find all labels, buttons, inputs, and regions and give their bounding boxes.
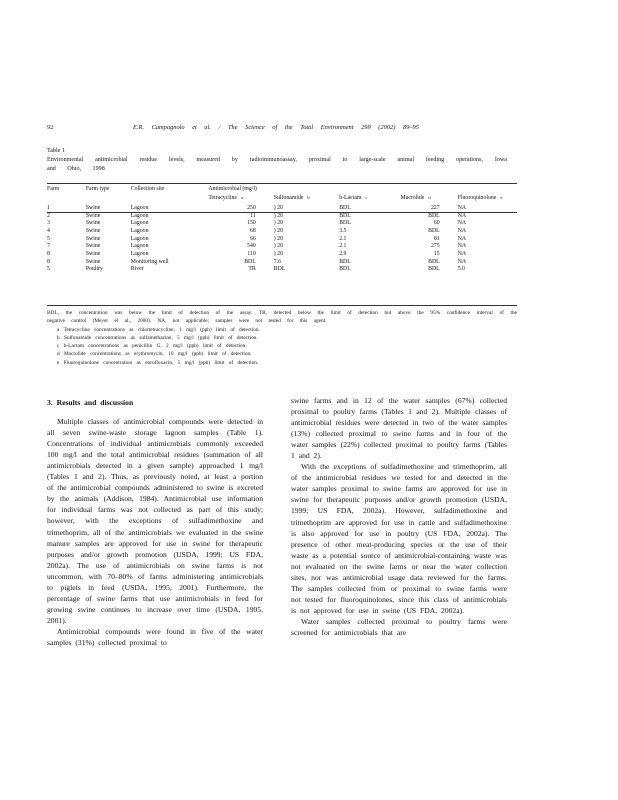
table-cell-farm: 8 bbox=[47, 250, 50, 257]
table-cell-beta-lactam: BDL bbox=[339, 258, 351, 265]
table-cell-beta-lactam: BDL bbox=[339, 204, 351, 211]
table-cell-sulfonamide: ) 20 bbox=[273, 227, 283, 234]
footnote-main: BDL, the concentration was below the limit of detection of the assay. TR, detected below the limit of detection but above the 95% confidence interval of the negative control (Meyer et al., 2000). NA, not applicable; samples were not tested for this agent. bbox=[47, 310, 517, 325]
table-cell-macrolide: BDL bbox=[428, 258, 440, 265]
table-cell-beta-lactam: BDL bbox=[339, 220, 351, 227]
table-caption bbox=[47, 147, 507, 174]
table-body bbox=[47, 204, 517, 273]
table-cell-tetracycline: 68 bbox=[250, 227, 256, 234]
table-cell-sulfonamide: ) 20 bbox=[273, 204, 283, 211]
table-cell-sulfonamide: ) 20 bbox=[273, 243, 283, 250]
table-cell-sulfonamide: ) 20 bbox=[273, 250, 283, 257]
page-number: 92 bbox=[47, 124, 54, 131]
table-cell-site: Lagoon bbox=[130, 243, 149, 250]
footnote-c: c b-Lactam concentrations as penicillin G, 2 mg/l (ppb) limit of detection. bbox=[57, 343, 247, 350]
footnote-a: a Tetracycline concentrations as chlortetracycline, 1 mg/l (ppb) limit of detection. bbox=[57, 326, 260, 333]
body-column-left bbox=[47, 397, 263, 648]
table-cell-farm: 5 bbox=[47, 235, 50, 242]
table-cell-farm: 5 bbox=[47, 266, 50, 273]
paragraph: With the exceptions of sulfadimethoxine and trimethoprim, all of the antimicrobial residues we tested for and detected in the water samples proximal to swine farms are approved for use in swine for therapeutic purposes and/or growth promotion (USDA, 1999; US FDA, 2002a). However, sulfadimethoxine and trimethoprim are approved for use in cattle and sulfadimethoxine is also approved for use in poultry (US FDA, 2002a). The presence of other meat-producing species or the use of their waste as a potential source of antimicrobial-containing waste was not evaluated on the swine farms or near the water collection sites, nor was antimicrobial usage data reviewed for the farms. The samples collected from or proximal to swine farms were not tested for fluoroquinolones, since this class of antimicrobials is not approved for use in swine (US FDA, 2002a). bbox=[291, 462, 507, 615]
table-cell-macrolide: 15 bbox=[433, 250, 440, 257]
table-cell-site: Lagoon bbox=[130, 212, 149, 219]
results-table bbox=[47, 186, 517, 273]
table-cell-macrolide: 60 bbox=[433, 220, 440, 227]
table-row bbox=[47, 235, 517, 243]
table-cell-fluoroquinolone: NA bbox=[457, 243, 467, 250]
header-fluoroquinolone: Fluoroquinolone $^e$ bbox=[457, 195, 503, 201]
table-cell-sulfonamide: BDL bbox=[273, 266, 286, 273]
table-cell-fluoroquinolone: NA bbox=[457, 212, 467, 219]
table-cell-fluoroquinolone: NA bbox=[457, 258, 467, 265]
table-label: Table 1 bbox=[47, 148, 66, 154]
table-row bbox=[47, 258, 517, 266]
paragraph: Antimicrobial compounds were found in five of the water samples (31%) collected proximal to bbox=[47, 626, 263, 647]
table-cell-type: Swine bbox=[85, 227, 101, 234]
table-cell-farm: 1 bbox=[47, 204, 50, 211]
paragraph: Multiple classes of antimicrobial compounds were detected in all seven swine-waste storage lagoon samples (Table 1). Concentrations of individual antimicrobials commonly exceeded 100 mg/l and the total antimicrobial residues (summation of all antimicrobials detected in a given sample) approached 1 mg/l (Tables 1 and 2). Thus, as previously noted, at least a portion of the antimicrobial compounds administered to swine is excreted by the animals (Addison, 1984). Antimicrobial use information for individual farms was not collected as part of this study; however, with the exceptions of sulfadimethoxine and trimethoprim, all of the antimicrobials we evaluated in the swine manure samples are approved for use in swine for therapeutic purposes and/or growth promotion (USDA, 1999; US FDA, 2002a). The use of antimicrobials on swine farms is not uncommon, with 70–80% of farms administering antimicrobials to piglets in feed (USDA, 1995, 2001). Furthermore, the percentage of swine farms that use antimicrobials in feed for growing swine continues to increase over time (USDA, 1995, 2001). bbox=[47, 417, 263, 625]
header-farm-type: Farm type bbox=[85, 186, 110, 192]
table-cell-type: Swine bbox=[85, 243, 101, 250]
table-cell-site: Lagoon bbox=[130, 235, 149, 242]
table-cell-site: Lagoon bbox=[130, 250, 149, 257]
table-cell-farm: 3 bbox=[47, 220, 50, 227]
table-cell-sulfonamide: 7.6 bbox=[273, 258, 282, 265]
table-row bbox=[47, 227, 517, 235]
table-cell-macrolide: 275 bbox=[430, 243, 440, 250]
table-cell-type: Swine bbox=[85, 250, 101, 257]
table-cell-site: Lagoon bbox=[130, 220, 149, 227]
table-cell-farm: 7 bbox=[47, 243, 50, 250]
table-cell-site: River bbox=[130, 266, 144, 273]
table-cell-tetracycline: 11 bbox=[250, 212, 256, 219]
table-cell-beta-lactam: 2.1 bbox=[339, 235, 347, 242]
table-top-rule bbox=[47, 183, 517, 184]
running-citation: E.R. Campagnolo et al. / The Science of the Total Environment 299 (2002) 89–95 bbox=[133, 124, 419, 131]
header-sulfonamide: Sulfonamide $^b$ bbox=[273, 195, 310, 201]
table-cell-fluoroquinolone: NA bbox=[457, 220, 467, 227]
table-row bbox=[47, 242, 517, 250]
table-cell-sulfonamide: ) 20 bbox=[273, 220, 283, 227]
header-beta-lactam: b-Lactam $^c$ bbox=[339, 195, 368, 201]
table-cell-macrolide: BDL bbox=[428, 227, 440, 234]
section-heading: 3. Results and discussion bbox=[47, 398, 134, 407]
table-row bbox=[47, 204, 517, 212]
table-cell-fluoroquinolone: NA bbox=[457, 235, 467, 242]
table-cell-tetracycline: BDL bbox=[244, 258, 256, 265]
table-cell-tetracycline: 66 bbox=[250, 235, 256, 242]
table-cell-macrolide: 81 bbox=[433, 235, 440, 242]
table-cell-beta-lactam: BDL bbox=[339, 266, 351, 273]
footnote-d: d Macrolide concentrations as erythromycin, 10 mg/l (ppb) limit of detection. bbox=[57, 351, 252, 358]
table-cell-tetracycline: TR bbox=[248, 266, 256, 273]
table-row bbox=[47, 219, 517, 227]
table-cell-farm: 2 bbox=[47, 212, 50, 219]
table-cell-site: Monitoring well bbox=[130, 258, 169, 265]
table-cell-fluoroquinolone: NA bbox=[457, 204, 467, 211]
table-cell-sulfonamide: ) 20 bbox=[273, 235, 283, 242]
table-cell-macrolide: BDL bbox=[428, 266, 440, 273]
body-column-right bbox=[291, 395, 507, 638]
table-cell-site: Lagoon bbox=[130, 227, 149, 234]
table-cell-sulfonamide: ) 20 bbox=[273, 212, 283, 219]
table-cell-type: Swine bbox=[85, 220, 101, 227]
table-row bbox=[47, 250, 517, 258]
header-antimicrobial: Antimicrobial (mg/l) bbox=[208, 186, 257, 192]
table-cell-type: Swine bbox=[85, 212, 101, 219]
footnote-e: e Fluoroquinolone concentration as enrofloxacin, 5 mg/l (ppb) limit of detection. bbox=[57, 359, 259, 366]
table-bottom-rule bbox=[47, 305, 517, 306]
table-cell-type: Swine bbox=[85, 204, 101, 211]
table-footnotes bbox=[47, 309, 517, 367]
table-cell-beta-lactam: 2.1 bbox=[339, 243, 347, 250]
table-cell-tetracycline: 540 bbox=[247, 243, 256, 250]
header-macrolide: Macrolide $^d$ bbox=[400, 195, 431, 201]
table-cell-beta-lactam: BDL bbox=[339, 212, 351, 219]
table-cell-farm: 8 bbox=[47, 258, 50, 265]
header-farm: Farm bbox=[47, 186, 60, 192]
table-cell-type: Swine bbox=[85, 258, 101, 265]
table-cell-type: Poultry bbox=[85, 266, 103, 273]
header-tetracycline: Tetracycline $^a$ bbox=[208, 195, 243, 201]
footnote-b: b Sulfonamide concentrations as sulfamethazine, 5 mg/l (ppb) limit of detection. bbox=[57, 334, 258, 341]
table-cell-beta-lactam: 3.5 bbox=[339, 227, 347, 234]
header-collection-site: Collection site bbox=[130, 186, 165, 192]
table-cell-fluoroquinolone: NA bbox=[457, 227, 467, 234]
table-header-row bbox=[47, 186, 517, 195]
table-header-rule bbox=[47, 212, 517, 213]
table-cell-fluoroquinolone: 5.0 bbox=[457, 266, 465, 273]
table-title: Environmental antimicrobial residue levels, measured by radioimmunoassay, proximal to large-scale animal feeding operations, Iowa and Ohio, 1998 bbox=[47, 157, 507, 172]
paragraph: Water samples collected proximal to poultry farms were screened for antimicrobials that are bbox=[291, 616, 507, 637]
table-cell-type: Swine bbox=[85, 235, 101, 242]
table-cell-fluoroquinolone: NA bbox=[457, 250, 467, 257]
paragraph: swine farms and in 12 of the water samples (67%) collected proximal to poultry farms (Tables 1 and 2). Multiple classes of antimicrobial residues were detected in two of the water samples (13%) collected proximal to swine farms and in four of the water samples (22%) collected proximal to poultry farms (Tables 1 and 2). bbox=[291, 396, 507, 461]
table-cell-tetracycline: 250 bbox=[247, 204, 256, 211]
table-row bbox=[47, 266, 517, 274]
table-cell-beta-lactam: 2.9 bbox=[339, 250, 347, 257]
table-cell-farm: 4 bbox=[47, 227, 50, 234]
table-cell-site: Lagoon bbox=[130, 204, 149, 211]
table-cell-macrolide: 227 bbox=[430, 204, 440, 211]
table-cell-macrolide: BDL bbox=[428, 212, 440, 219]
table-cell-tetracycline: 110 bbox=[247, 250, 256, 257]
table-cell-tetracycline: 150 bbox=[247, 220, 256, 227]
